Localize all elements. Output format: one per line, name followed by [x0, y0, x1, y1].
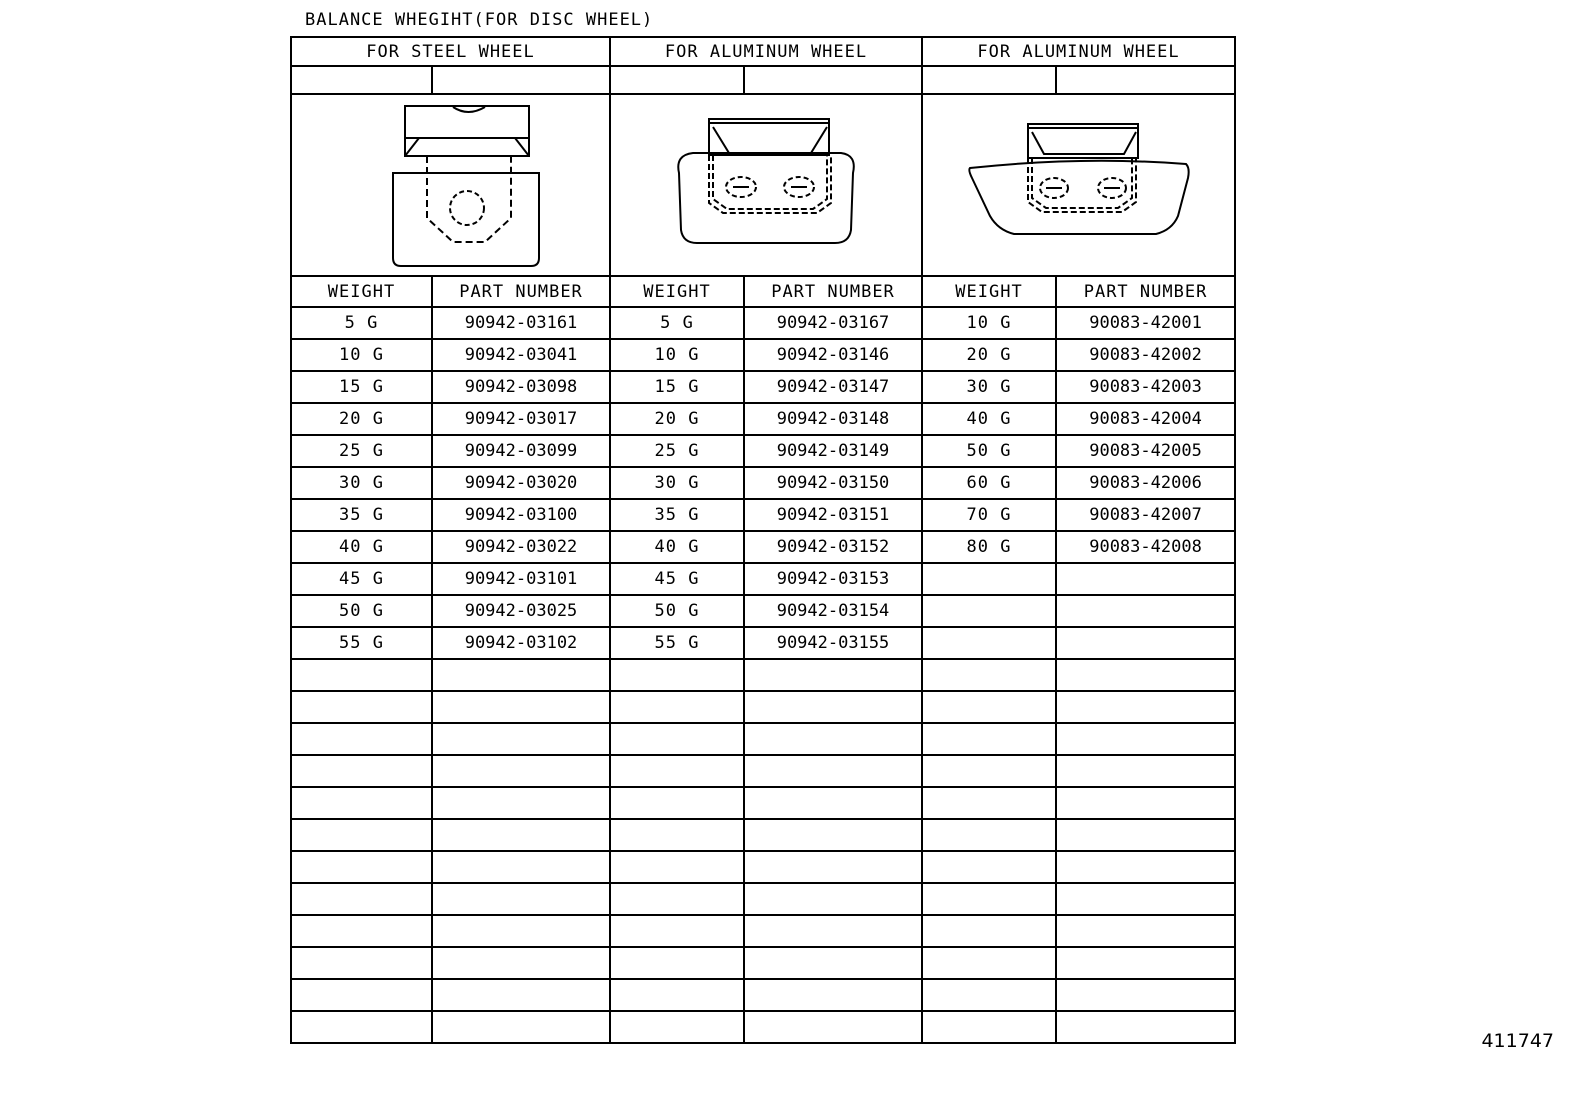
aluminum1-weight-cell: 40 G — [610, 531, 744, 563]
aluminum2-weight-cell — [922, 659, 1056, 691]
aluminum1-weight-cell: 30 G — [610, 467, 744, 499]
aluminum2-weight-cell: 70 G — [922, 499, 1056, 531]
steel-weight-cell — [291, 659, 432, 691]
aluminum-wheel-weight-drawing-2 — [964, 120, 1194, 250]
aluminum1-weight-cell: 25 G — [610, 435, 744, 467]
table-row — [291, 851, 1235, 883]
blank-row — [291, 66, 1235, 94]
aluminum2-part-number-cell: 90083-42004 — [1056, 403, 1235, 435]
aluminum1-weight-cell: 15 G — [610, 371, 744, 403]
aluminum1-part-number-cell — [744, 851, 922, 883]
steel-part-number-cell — [432, 947, 610, 979]
aluminum-wheel-weight-drawing-1 — [671, 115, 861, 255]
aluminum1-weight-cell — [610, 979, 744, 1011]
aluminum1-part-number-cell: 90942-03154 — [744, 595, 922, 627]
aluminum2-part-number-cell: 90083-42006 — [1056, 467, 1235, 499]
header-weight: WEIGHT — [291, 276, 432, 307]
aluminum1-weight-cell: 10 G — [610, 339, 744, 371]
steel-part-number-cell: 90942-03101 — [432, 563, 610, 595]
aluminum1-part-number-cell — [744, 1011, 922, 1043]
aluminum1-weight-cell — [610, 819, 744, 851]
steel-part-number-cell — [432, 979, 610, 1011]
table-row — [291, 627, 1235, 659]
aluminum1-part-number-cell — [744, 979, 922, 1011]
aluminum1-weight-cell — [610, 947, 744, 979]
steel-part-number-cell: 90942-03099 — [432, 435, 610, 467]
aluminum1-part-number-cell: 90942-03153 — [744, 563, 922, 595]
aluminum2-weight-cell — [922, 851, 1056, 883]
aluminum2-part-number-cell — [1056, 659, 1235, 691]
steel-part-number-cell — [432, 755, 610, 787]
table-row — [291, 563, 1235, 595]
steel-weight-cell — [291, 723, 432, 755]
steel-part-number-cell: 90942-03041 — [432, 339, 610, 371]
steel-part-number-cell — [432, 883, 610, 915]
aluminum2-weight-cell: 20 G — [922, 339, 1056, 371]
steel-part-number-cell: 90942-03025 — [432, 595, 610, 627]
table-row — [291, 499, 1235, 531]
aluminum2-part-number-cell — [1056, 691, 1235, 723]
table-row — [291, 595, 1235, 627]
aluminum2-part-number-cell — [1056, 723, 1235, 755]
aluminum2-weight-cell: 10 G — [922, 307, 1056, 339]
steel-part-number-cell: 90942-03098 — [432, 371, 610, 403]
aluminum2-part-number-cell — [1056, 819, 1235, 851]
steel-weight-cell: 10 G — [291, 339, 432, 371]
aluminum1-weight-cell: 20 G — [610, 403, 744, 435]
table-row — [291, 691, 1235, 723]
steel-weight-cell — [291, 851, 432, 883]
steel-part-number-cell — [432, 915, 610, 947]
aluminum1-part-number-cell — [744, 947, 922, 979]
steel-part-number-cell: 90942-03161 — [432, 307, 610, 339]
aluminum2-part-number-cell: 90083-42003 — [1056, 371, 1235, 403]
aluminum1-weight-cell — [610, 723, 744, 755]
table-row — [291, 979, 1235, 1011]
steel-part-number-cell: 90942-03100 — [432, 499, 610, 531]
table-row — [291, 755, 1235, 787]
aluminum1-part-number-cell: 90942-03148 — [744, 403, 922, 435]
aluminum2-weight-cell — [922, 787, 1056, 819]
balance-weight-table — [290, 36, 1236, 1044]
table-row — [291, 1011, 1235, 1043]
steel-weight-cell: 20 G — [291, 403, 432, 435]
aluminum-weight-illustration-cell-1 — [610, 94, 922, 276]
steel-weight-illustration-cell — [291, 94, 610, 276]
aluminum2-weight-cell — [922, 755, 1056, 787]
section-steel-wheel: FOR STEEL WHEEL — [291, 37, 610, 66]
steel-part-number-cell — [432, 723, 610, 755]
aluminum2-part-number-cell: 90083-42001 — [1056, 307, 1235, 339]
aluminum2-part-number-cell — [1056, 915, 1235, 947]
header-weight: WEIGHT — [922, 276, 1056, 307]
section-aluminum-wheel-2: FOR ALUMINUM WHEEL — [922, 37, 1235, 66]
table-row — [291, 531, 1235, 563]
aluminum2-part-number-cell — [1056, 851, 1235, 883]
table-row — [291, 339, 1235, 371]
aluminum2-part-number-cell — [1056, 979, 1235, 1011]
table-row — [291, 659, 1235, 691]
table-row — [291, 915, 1235, 947]
aluminum2-part-number-cell — [1056, 755, 1235, 787]
steel-part-number-cell: 90942-03102 — [432, 627, 610, 659]
steel-part-number-cell: 90942-03020 — [432, 467, 610, 499]
steel-weight-cell — [291, 755, 432, 787]
document-number: 411747 — [1481, 1030, 1554, 1052]
aluminum1-part-number-cell: 90942-03151 — [744, 499, 922, 531]
aluminum2-weight-cell — [922, 723, 1056, 755]
table-row — [291, 787, 1235, 819]
steel-weight-cell: 40 G — [291, 531, 432, 563]
aluminum2-weight-cell: 40 G — [922, 403, 1056, 435]
aluminum1-weight-cell — [610, 1011, 744, 1043]
aluminum1-part-number-cell: 90942-03152 — [744, 531, 922, 563]
steel-weight-cell — [291, 883, 432, 915]
aluminum2-weight-cell: 50 G — [922, 435, 1056, 467]
steel-part-number-cell — [432, 819, 610, 851]
steel-weight-cell: 30 G — [291, 467, 432, 499]
aluminum2-weight-cell — [922, 691, 1056, 723]
steel-weight-cell: 25 G — [291, 435, 432, 467]
document-title: BALANCE WHEGIHT(FOR DISC WHEEL) — [305, 10, 654, 30]
aluminum1-weight-cell: 5 G — [610, 307, 744, 339]
table-row — [291, 947, 1235, 979]
table-row — [291, 467, 1235, 499]
header-part-number: PART NUMBER — [1056, 276, 1235, 307]
steel-weight-cell: 15 G — [291, 371, 432, 403]
header-part-number: PART NUMBER — [432, 276, 610, 307]
steel-wheel-weight-drawing — [361, 100, 541, 270]
steel-part-number-cell — [432, 851, 610, 883]
aluminum1-part-number-cell — [744, 755, 922, 787]
aluminum2-weight-cell — [922, 947, 1056, 979]
aluminum2-weight-cell — [922, 915, 1056, 947]
aluminum2-weight-cell — [922, 979, 1056, 1011]
steel-part-number-cell: 90942-03022 — [432, 531, 610, 563]
steel-weight-cell — [291, 915, 432, 947]
aluminum-weight-illustration-cell-2 — [922, 94, 1235, 276]
aluminum2-part-number-cell: 90083-42008 — [1056, 531, 1235, 563]
steel-weight-cell: 55 G — [291, 627, 432, 659]
aluminum2-part-number-cell — [1056, 563, 1235, 595]
aluminum1-part-number-cell — [744, 723, 922, 755]
aluminum1-part-number-cell: 90942-03167 — [744, 307, 922, 339]
steel-part-number-cell — [432, 787, 610, 819]
aluminum1-part-number-cell: 90942-03146 — [744, 339, 922, 371]
aluminum1-weight-cell — [610, 883, 744, 915]
aluminum1-weight-cell — [610, 915, 744, 947]
aluminum1-part-number-cell — [744, 819, 922, 851]
aluminum1-part-number-cell — [744, 883, 922, 915]
table-row — [291, 307, 1235, 339]
aluminum2-part-number-cell: 90083-42005 — [1056, 435, 1235, 467]
section-aluminum-wheel-1: FOR ALUMINUM WHEEL — [610, 37, 922, 66]
steel-weight-cell — [291, 1011, 432, 1043]
steel-part-number-cell: 90942-03017 — [432, 403, 610, 435]
steel-part-number-cell — [432, 691, 610, 723]
aluminum2-part-number-cell — [1056, 883, 1235, 915]
steel-part-number-cell — [432, 659, 610, 691]
aluminum1-weight-cell: 45 G — [610, 563, 744, 595]
aluminum1-part-number-cell — [744, 691, 922, 723]
steel-weight-cell — [291, 947, 432, 979]
steel-weight-cell — [291, 787, 432, 819]
aluminum1-weight-cell — [610, 691, 744, 723]
aluminum2-part-number-cell: 90083-42007 — [1056, 499, 1235, 531]
aluminum1-weight-cell: 35 G — [610, 499, 744, 531]
table-row — [291, 403, 1235, 435]
aluminum2-weight-cell: 80 G — [922, 531, 1056, 563]
aluminum1-part-number-cell: 90942-03155 — [744, 627, 922, 659]
aluminum2-weight-cell: 60 G — [922, 467, 1056, 499]
aluminum2-weight-cell: 30 G — [922, 371, 1056, 403]
aluminum1-weight-cell — [610, 659, 744, 691]
aluminum2-weight-cell — [922, 595, 1056, 627]
table-row — [291, 435, 1235, 467]
header-part-number: PART NUMBER — [744, 276, 922, 307]
aluminum1-weight-cell — [610, 851, 744, 883]
aluminum1-weight-cell — [610, 755, 744, 787]
aluminum1-weight-cell — [610, 787, 744, 819]
aluminum2-part-number-cell — [1056, 595, 1235, 627]
table-row — [291, 819, 1235, 851]
steel-weight-cell — [291, 979, 432, 1011]
table-row — [291, 371, 1235, 403]
steel-weight-cell: 45 G — [291, 563, 432, 595]
aluminum2-weight-cell — [922, 819, 1056, 851]
steel-weight-cell — [291, 691, 432, 723]
steel-weight-cell: 50 G — [291, 595, 432, 627]
aluminum2-weight-cell — [922, 883, 1056, 915]
aluminum1-weight-cell: 50 G — [610, 595, 744, 627]
aluminum1-part-number-cell — [744, 659, 922, 691]
aluminum2-part-number-cell — [1056, 1011, 1235, 1043]
aluminum2-part-number-cell — [1056, 627, 1235, 659]
steel-weight-cell: 35 G — [291, 499, 432, 531]
table-row — [291, 883, 1235, 915]
aluminum2-part-number-cell: 90083-42002 — [1056, 339, 1235, 371]
aluminum1-part-number-cell — [744, 915, 922, 947]
steel-weight-cell — [291, 819, 432, 851]
aluminum2-weight-cell — [922, 1011, 1056, 1043]
aluminum1-part-number-cell: 90942-03150 — [744, 467, 922, 499]
aluminum2-part-number-cell — [1056, 787, 1235, 819]
aluminum1-weight-cell: 55 G — [610, 627, 744, 659]
aluminum2-weight-cell — [922, 627, 1056, 659]
header-weight: WEIGHT — [610, 276, 744, 307]
aluminum1-part-number-cell — [744, 787, 922, 819]
table-row — [291, 723, 1235, 755]
aluminum1-part-number-cell: 90942-03149 — [744, 435, 922, 467]
steel-part-number-cell — [432, 1011, 610, 1043]
aluminum1-part-number-cell: 90942-03147 — [744, 371, 922, 403]
steel-weight-cell: 5 G — [291, 307, 432, 339]
aluminum2-part-number-cell — [1056, 947, 1235, 979]
aluminum2-weight-cell — [922, 563, 1056, 595]
